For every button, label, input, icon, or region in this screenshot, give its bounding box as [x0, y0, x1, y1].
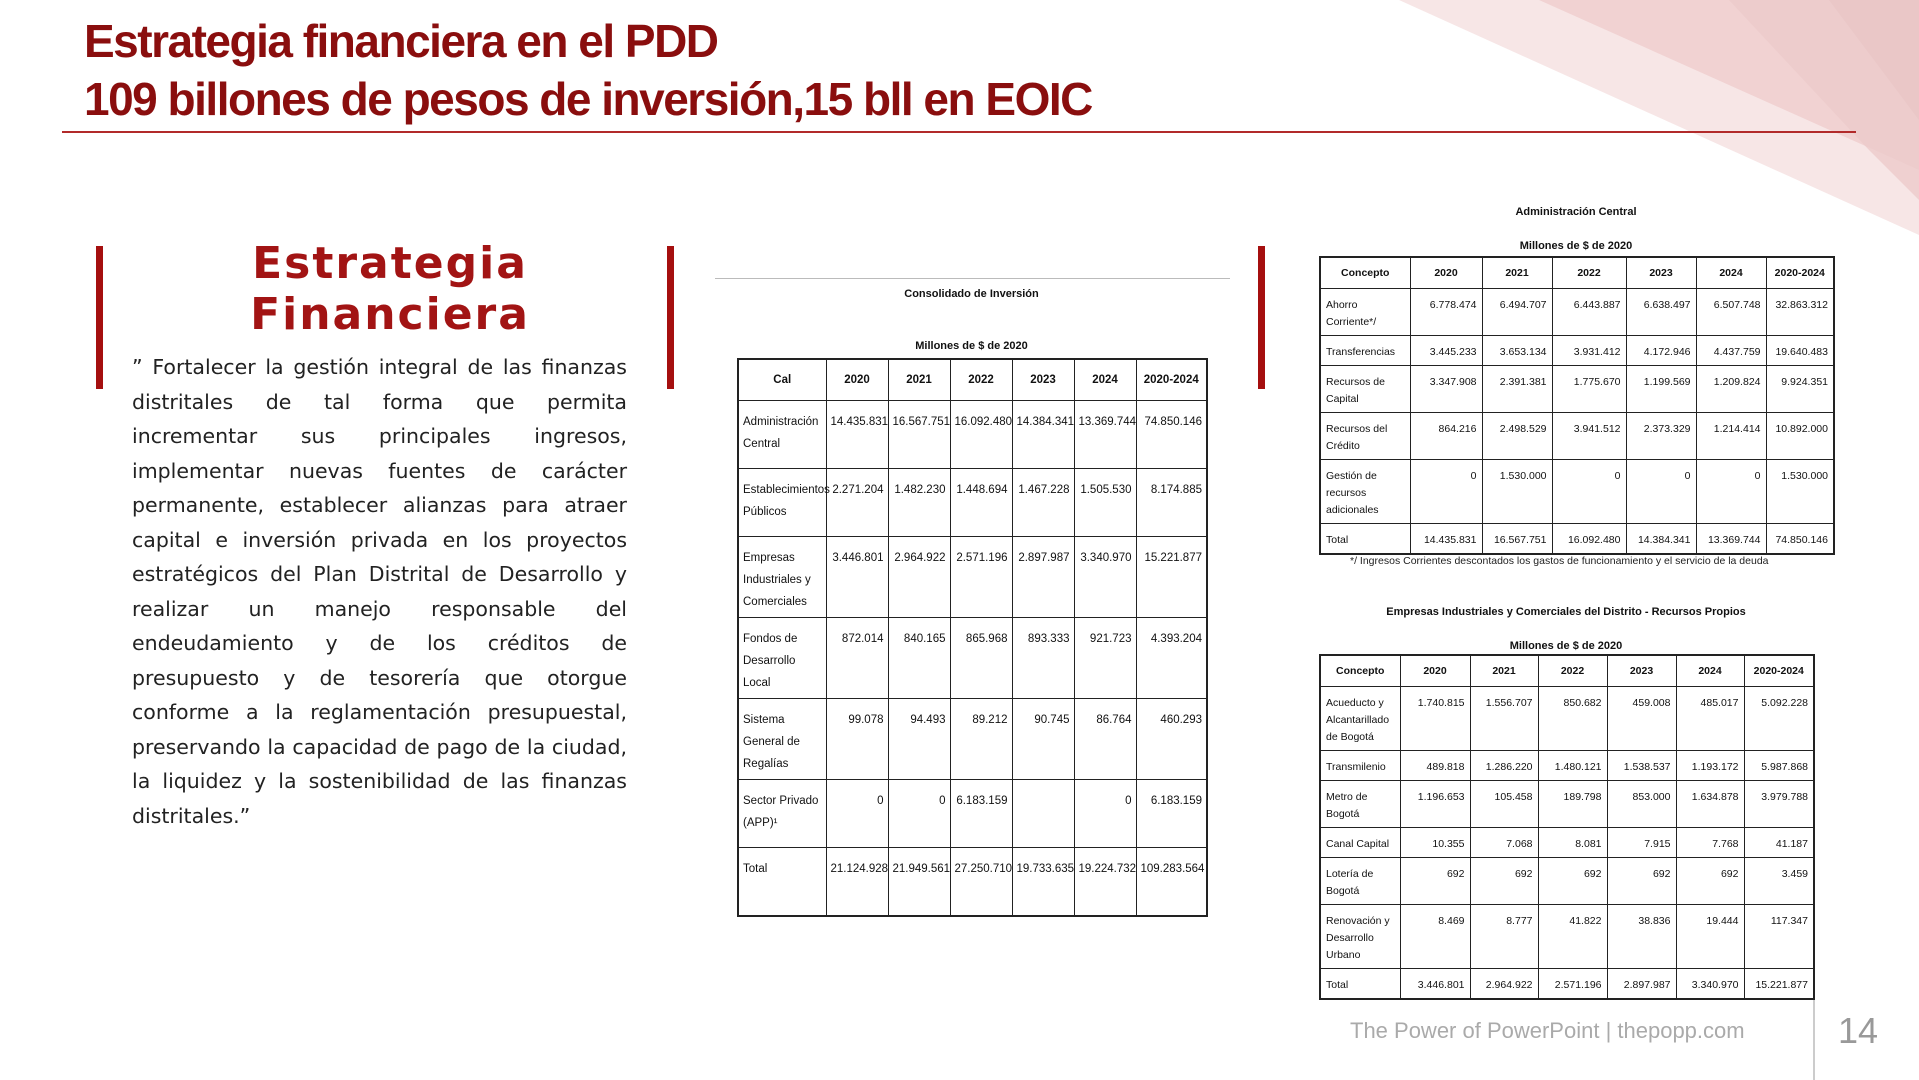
corner-decoration: [1399, 0, 1919, 260]
value-cell: 10.355: [1400, 828, 1470, 858]
value-cell: 38.836: [1607, 905, 1676, 969]
value-cell: 1.480.121: [1538, 751, 1607, 781]
value-cell: 0: [1696, 460, 1766, 524]
value-cell: 872.014: [826, 618, 888, 699]
column-header-year: 2020-2024: [1766, 257, 1834, 289]
row-label: Transferencias: [1320, 336, 1410, 366]
value-cell: 21.124.928: [826, 848, 888, 917]
value-cell: 7.068: [1470, 828, 1538, 858]
value-cell: 6.183.159: [950, 780, 1012, 848]
value-cell: 15.221.877: [1136, 537, 1207, 618]
value-cell: 485.017: [1676, 687, 1744, 751]
value-cell: 8.469: [1400, 905, 1470, 969]
table1-subcaption: Millones de $ de 2020: [915, 340, 1028, 352]
table-row: [1320, 781, 1814, 828]
value-cell: 8.174.885: [1136, 469, 1207, 537]
strategy-quote: ” Fortalecer la gestión integral de las finanzas distritales de tal forma que permita incrementar sus principales ingresos, implementar nuevas fuentes de carácter permanente, establecer alianzas para atraer capital e inversión privada en los proyectos estratégicos del Plan Distrital de Desarrollo y realizar un manejo responsable del endeudamiento y de los créditos de presupuesto y de tesorería que otorgue conforme a la reglamentación presupuestal, preservando la capacidad de pago de la ciudad, la liquidez y la sostenibilidad de las finanzas distritales.”: [132, 355, 627, 828]
table-row: [738, 537, 1207, 618]
table-row: [1320, 905, 1814, 969]
value-cell: 1.530.000: [1482, 460, 1552, 524]
value-cell: 0: [1626, 460, 1696, 524]
table-row: [1320, 413, 1834, 460]
value-cell: 1.199.569: [1626, 366, 1696, 413]
value-cell: 19.733.635: [1012, 848, 1074, 917]
table-row: [738, 401, 1207, 469]
table-row: [1320, 751, 1814, 781]
value-cell: 4.437.759: [1696, 336, 1766, 366]
column-header-year: 2022: [1538, 655, 1607, 687]
value-cell: 853.000: [1607, 781, 1676, 828]
value-cell: 1.505.530: [1074, 469, 1136, 537]
value-cell: 1.196.653: [1400, 781, 1470, 828]
table-row: [1320, 687, 1814, 751]
column-header-year: 2020-2024: [1744, 655, 1814, 687]
column-header-year: 2023: [1626, 257, 1696, 289]
column-header-year: 2024: [1696, 257, 1766, 289]
column-header-year: 2023: [1012, 359, 1074, 401]
value-cell: 3.347.908: [1410, 366, 1482, 413]
column-header-year: 2022: [950, 359, 1012, 401]
value-cell: 2.571.196: [1538, 969, 1607, 1000]
row-label: Renovación y Desarrollo Urbano: [1320, 905, 1400, 969]
value-cell: [1012, 780, 1074, 848]
value-cell: 2.373.329: [1626, 413, 1696, 460]
value-cell: 189.798: [1538, 781, 1607, 828]
value-cell: 6.443.887: [1552, 289, 1626, 336]
footer-text: The Power of PowerPoint | thepopp.com: [1350, 1018, 1745, 1043]
table-header-row: [738, 359, 1207, 401]
value-cell: 0: [888, 780, 950, 848]
column-header-year: 2024: [1074, 359, 1136, 401]
value-cell: 3.340.970: [1074, 537, 1136, 618]
value-cell: 1.214.414: [1696, 413, 1766, 460]
value-cell: 8.081: [1538, 828, 1607, 858]
value-cell: 99.078: [826, 699, 888, 780]
value-cell: 2.897.987: [1607, 969, 1676, 1000]
column-header-concept: Concepto: [1320, 257, 1410, 289]
column-header-year: 2021: [1482, 257, 1552, 289]
value-cell: 6.507.748: [1696, 289, 1766, 336]
row-label: Total: [1320, 969, 1400, 1000]
page-title: [84, 12, 1092, 128]
title-divider: [62, 131, 1856, 133]
value-cell: 6.778.474: [1410, 289, 1482, 336]
value-cell: 14.384.341: [1626, 524, 1696, 555]
value-cell: 109.283.564: [1136, 848, 1207, 917]
value-cell: 14.435.831: [826, 401, 888, 469]
total-row: [1320, 524, 1834, 555]
row-label: Total: [1320, 524, 1410, 555]
value-cell: 2.571.196: [950, 537, 1012, 618]
value-cell: 74.850.146: [1136, 401, 1207, 469]
value-cell: 3.459: [1744, 858, 1814, 905]
value-cell: 94.493: [888, 699, 950, 780]
value-cell: 2.391.381: [1482, 366, 1552, 413]
page-number: 14: [1838, 1010, 1879, 1051]
table-row: [1320, 289, 1834, 336]
value-cell: 692: [1400, 858, 1470, 905]
value-cell: 0: [1410, 460, 1482, 524]
table-header-row: [1320, 655, 1814, 687]
value-cell: 4.172.946: [1626, 336, 1696, 366]
value-cell: 1.286.220: [1470, 751, 1538, 781]
value-cell: 1.209.824: [1696, 366, 1766, 413]
middle-accent-bar: [667, 246, 674, 389]
value-cell: 3.931.412: [1552, 336, 1626, 366]
column-header-year: 2021: [888, 359, 950, 401]
value-cell: 0: [826, 780, 888, 848]
table2-subcaption: Millones de $ de 2020: [1519, 240, 1633, 252]
value-cell: 1.530.000: [1766, 460, 1834, 524]
column-header-year: 2022: [1552, 257, 1626, 289]
value-cell: 16.567.751: [888, 401, 950, 469]
value-cell: 1.482.230: [888, 469, 950, 537]
table-row: [1320, 828, 1814, 858]
value-cell: 5.987.868: [1744, 751, 1814, 781]
row-label: Recursos de Capital: [1320, 366, 1410, 413]
value-cell: 3.979.788: [1744, 781, 1814, 828]
value-cell: 840.165: [888, 618, 950, 699]
value-cell: 1.740.815: [1400, 687, 1470, 751]
value-cell: 4.393.204: [1136, 618, 1207, 699]
value-cell: 21.949.561: [888, 848, 950, 917]
value-cell: 9.924.351: [1766, 366, 1834, 413]
value-cell: 13.369.744: [1074, 401, 1136, 469]
table-row: [738, 699, 1207, 780]
value-cell: 3.445.233: [1410, 336, 1482, 366]
value-cell: 27.250.710: [950, 848, 1012, 917]
table3-caption: Empresas Industriales y Comerciales del Distrito - Recursos Propios: [1386, 606, 1746, 618]
value-cell: 32.863.312: [1766, 289, 1834, 336]
column-header-year: 2024: [1676, 655, 1744, 687]
value-cell: 16.092.480: [1552, 524, 1626, 555]
value-cell: 16.567.751: [1482, 524, 1552, 555]
table-row: [1320, 460, 1834, 524]
row-label: Administración Central: [738, 401, 826, 469]
value-cell: 1.538.537: [1607, 751, 1676, 781]
column-header-concept: Cal: [738, 359, 826, 401]
table-header-row: [1320, 257, 1834, 289]
total-row: [1320, 969, 1814, 1000]
value-cell: 3.446.801: [826, 537, 888, 618]
column-header-year: 2020: [1410, 257, 1482, 289]
row-label: Lotería de Bogotá: [1320, 858, 1400, 905]
value-cell: 117.347: [1744, 905, 1814, 969]
row-label: Empresas Industriales y Comerciales: [738, 537, 826, 618]
value-cell: 1.448.694: [950, 469, 1012, 537]
value-cell: 0: [1552, 460, 1626, 524]
value-cell: 19.444: [1676, 905, 1744, 969]
central-administration-table: [1319, 256, 1835, 555]
table-row: [738, 780, 1207, 848]
value-cell: 105.458: [1470, 781, 1538, 828]
value-cell: 460.293: [1136, 699, 1207, 780]
value-cell: 5.092.228: [1744, 687, 1814, 751]
footer-separator: [1813, 1000, 1815, 1080]
value-cell: 0: [1074, 780, 1136, 848]
value-cell: 2.498.529: [1482, 413, 1552, 460]
industrial-commercial-companies-table: [1319, 654, 1815, 1000]
value-cell: 7.768: [1676, 828, 1744, 858]
value-cell: 90.745: [1012, 699, 1074, 780]
column-header-year: 2020: [1400, 655, 1470, 687]
value-cell: 16.092.480: [950, 401, 1012, 469]
column-header-year: 2021: [1470, 655, 1538, 687]
value-cell: 1.775.670: [1552, 366, 1626, 413]
table1-caption: Consolidado de Inversión: [904, 288, 1039, 300]
row-label: Transmilenio: [1320, 751, 1400, 781]
row-label: Gestión de recursos adicionales: [1320, 460, 1410, 524]
value-cell: 1.467.228: [1012, 469, 1074, 537]
table-row: [1320, 336, 1834, 366]
value-cell: 41.822: [1538, 905, 1607, 969]
table-row: [738, 618, 1207, 699]
row-label: Total: [738, 848, 826, 917]
table2-footnote: */ Ingresos Corrientes descontados los gastos de funcionamiento y el servicio de la deuda: [1350, 555, 1769, 567]
value-cell: 2.897.987: [1012, 537, 1074, 618]
value-cell: 459.008: [1607, 687, 1676, 751]
column-header-year: 2023: [1607, 655, 1676, 687]
value-cell: 692: [1607, 858, 1676, 905]
value-cell: 6.638.497: [1626, 289, 1696, 336]
value-cell: 13.369.744: [1696, 524, 1766, 555]
value-cell: 864.216: [1410, 413, 1482, 460]
value-cell: 692: [1676, 858, 1744, 905]
title-line-2: 109 billones de pesos de inversión,15 bll en EOIC: [84, 73, 1092, 125]
title-line-1: Estrategia financiera en el PDD: [84, 15, 718, 67]
value-cell: 865.968: [950, 618, 1012, 699]
value-cell: 10.892.000: [1766, 413, 1834, 460]
value-cell: 86.764: [1074, 699, 1136, 780]
value-cell: 89.212: [950, 699, 1012, 780]
right-accent-bar: [1258, 246, 1265, 389]
value-cell: 14.384.341: [1012, 401, 1074, 469]
row-label: Ahorro Corriente*/: [1320, 289, 1410, 336]
value-cell: 3.941.512: [1552, 413, 1626, 460]
value-cell: 74.850.146: [1766, 524, 1834, 555]
value-cell: 6.494.707: [1482, 289, 1552, 336]
value-cell: 3.446.801: [1400, 969, 1470, 1000]
row-label: Metro de Bogotá: [1320, 781, 1400, 828]
table3-subcaption: Millones de $ de 2020: [1509, 640, 1623, 652]
value-cell: 692: [1470, 858, 1538, 905]
column-header-year: 2020-2024: [1136, 359, 1207, 401]
value-cell: 19.224.732: [1074, 848, 1136, 917]
value-cell: 3.340.970: [1676, 969, 1744, 1000]
value-cell: 1.556.707: [1470, 687, 1538, 751]
value-cell: 489.818: [1400, 751, 1470, 781]
value-cell: 8.777: [1470, 905, 1538, 969]
column-header-concept: Concepto: [1320, 655, 1400, 687]
value-cell: 41.187: [1744, 828, 1814, 858]
table1-top-rule: [715, 278, 1230, 279]
value-cell: 6.183.159: [1136, 780, 1207, 848]
value-cell: 893.333: [1012, 618, 1074, 699]
total-row: [738, 848, 1207, 917]
value-cell: 2.964.922: [1470, 969, 1538, 1000]
left-accent-bar: [96, 246, 103, 389]
table2-caption: Administración Central: [1515, 206, 1637, 218]
row-label: Sector Privado (APP)¹: [738, 780, 826, 848]
table-row: [1320, 366, 1834, 413]
value-cell: 2.271.204: [826, 469, 888, 537]
value-cell: 19.640.483: [1766, 336, 1834, 366]
value-cell: 1.193.172: [1676, 751, 1744, 781]
row-label: Establecimientos Públicos: [738, 469, 826, 537]
value-cell: 850.682: [1538, 687, 1607, 751]
column-header-year: 2020: [826, 359, 888, 401]
value-cell: 7.915: [1607, 828, 1676, 858]
value-cell: 14.435.831: [1410, 524, 1482, 555]
table-row: [1320, 858, 1814, 905]
section-title: Estrategia Financiera: [250, 238, 530, 340]
value-cell: 692: [1538, 858, 1607, 905]
row-label: Recursos del Crédito: [1320, 413, 1410, 460]
value-cell: 921.723: [1074, 618, 1136, 699]
value-cell: 2.964.922: [888, 537, 950, 618]
value-cell: 3.653.134: [1482, 336, 1552, 366]
value-cell: 1.634.878: [1676, 781, 1744, 828]
row-label: Sistema General de Regalías: [738, 699, 826, 780]
value-cell: 15.221.877: [1744, 969, 1814, 1000]
row-label: Canal Capital: [1320, 828, 1400, 858]
table-row: [738, 469, 1207, 537]
investment-consolidated-table: [737, 358, 1208, 917]
row-label: Fondos de Desarrollo Local: [738, 618, 826, 699]
row-label: Acueducto y Alcantarillado de Bogotá: [1320, 687, 1400, 751]
